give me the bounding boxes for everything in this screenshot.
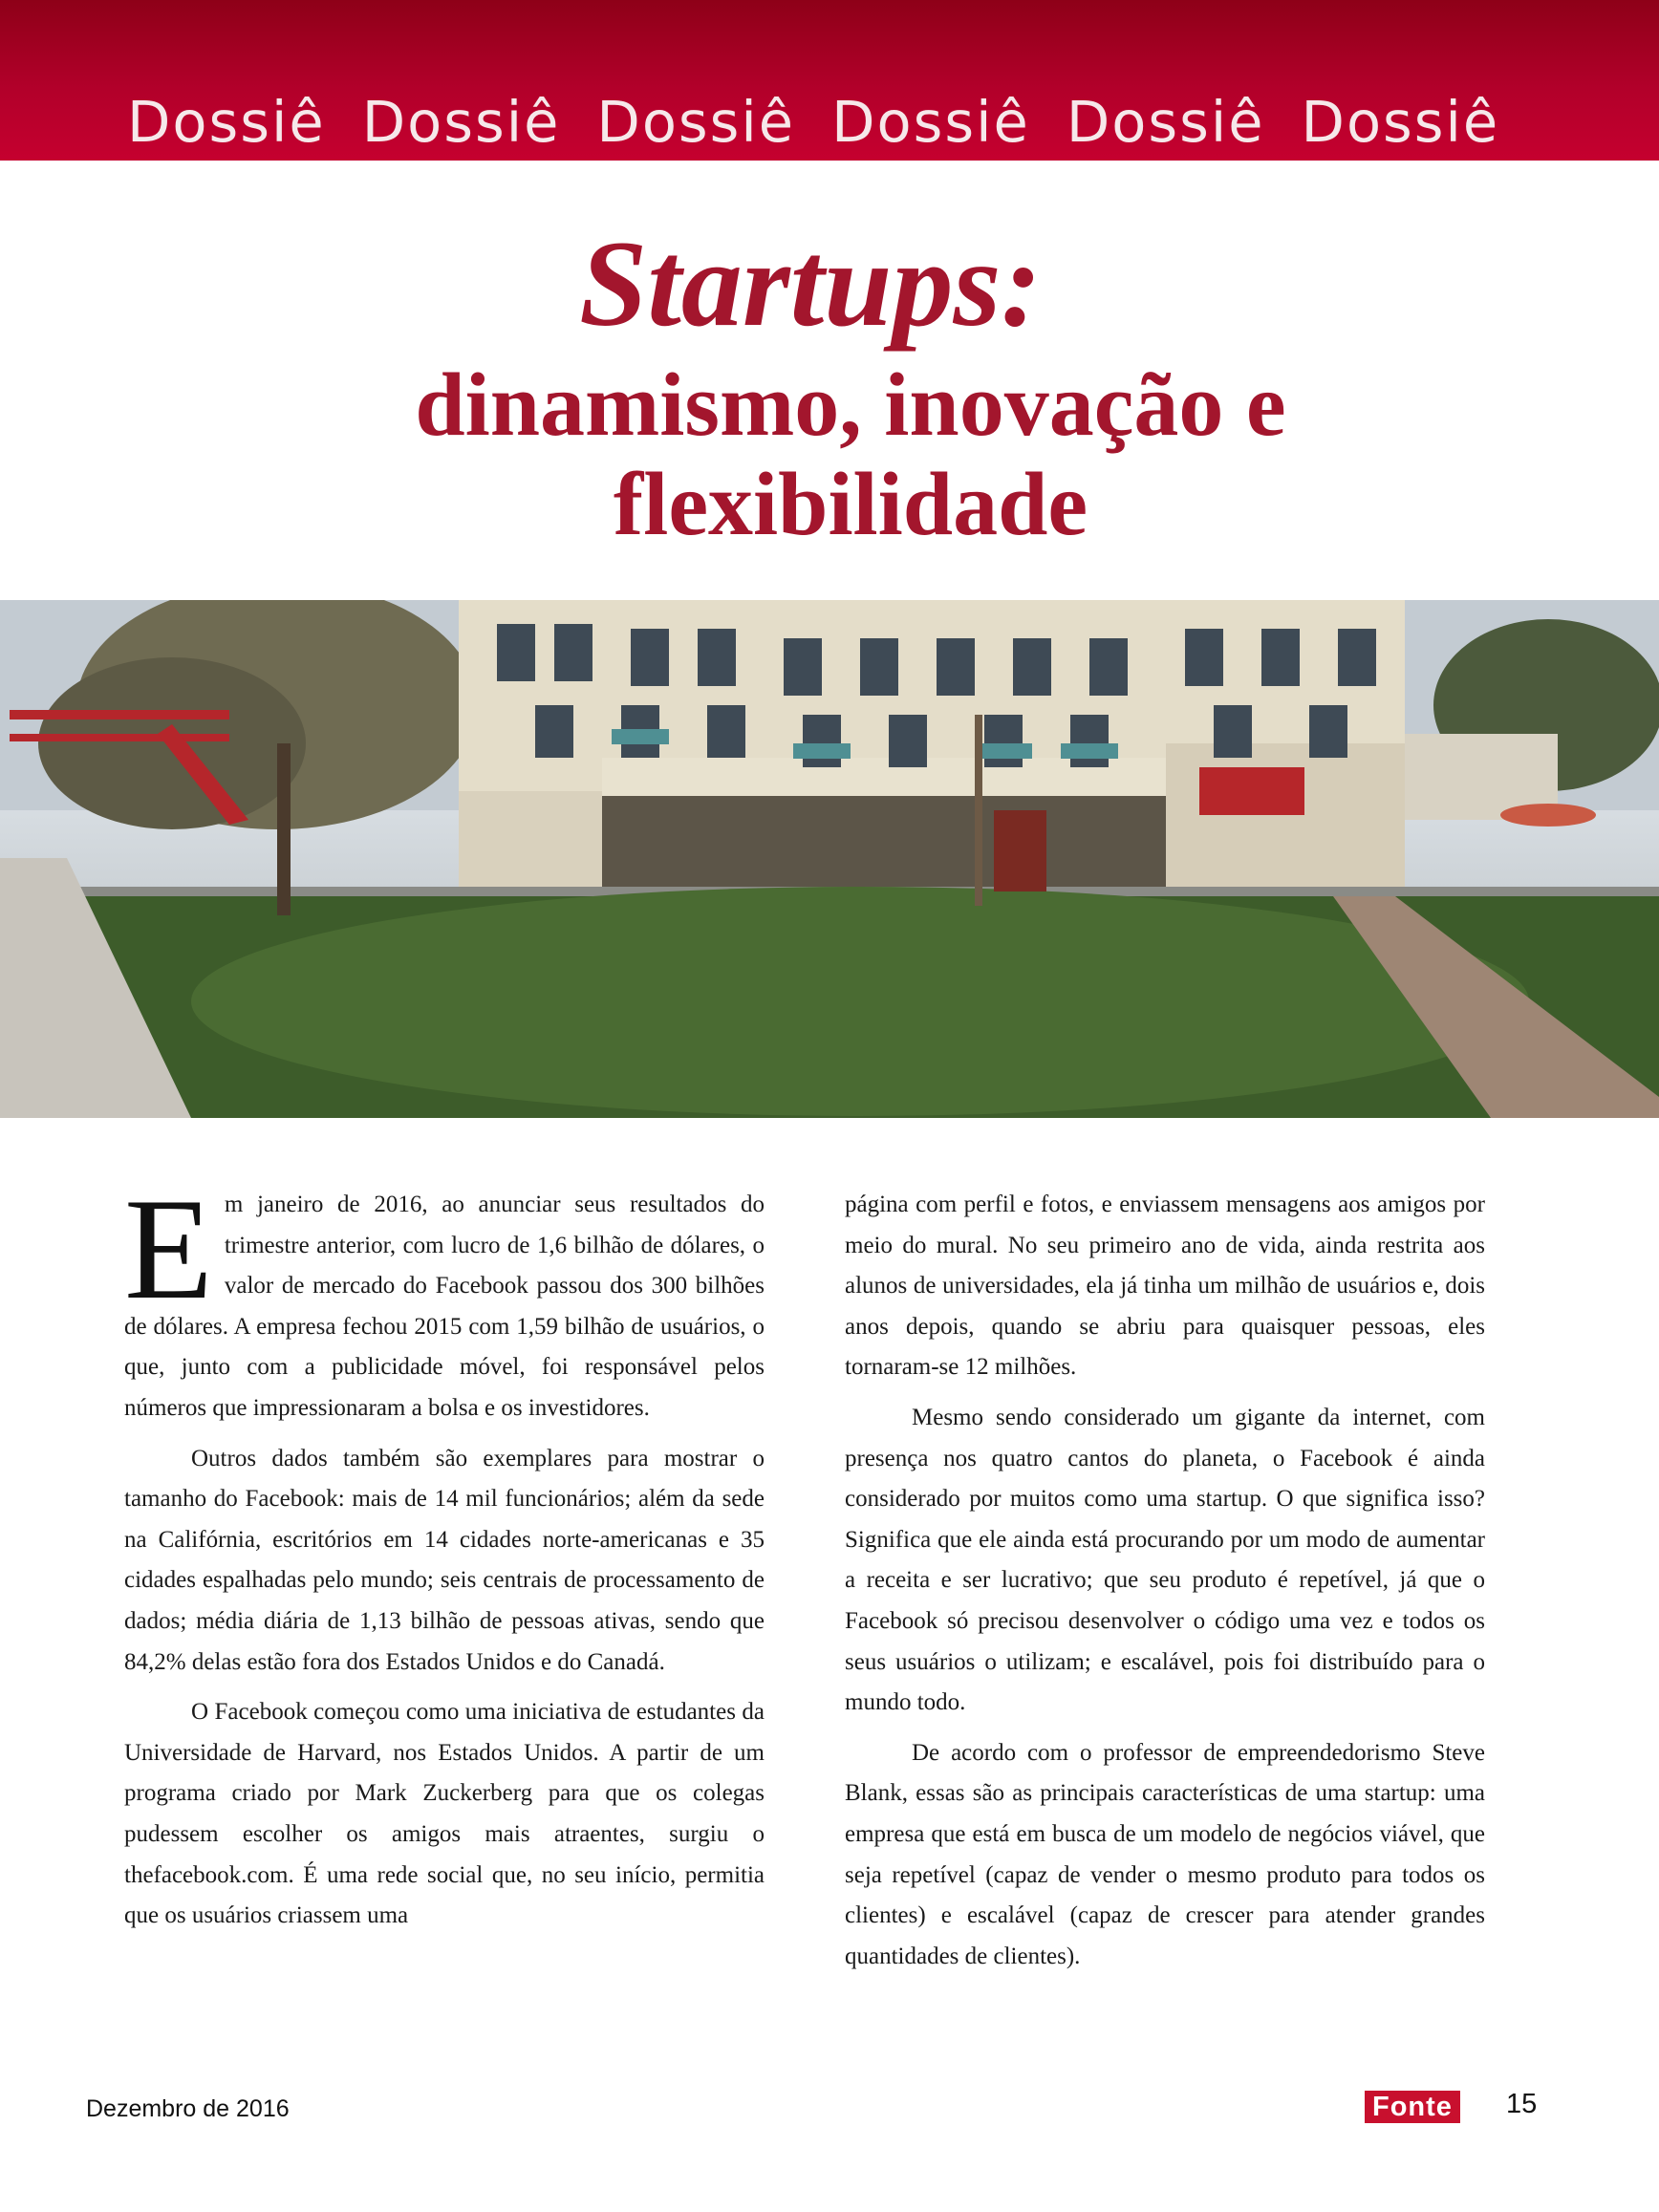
paragraph: Outros dados também são exemplares para mostrar o tamanho do Facebook: mais de 14 mil funcionários; além da sede na Califórnia, escritórios em 14 cidades norte-americanas e 35 cidades espalhadas pelo mundo; seis centrais de processamento de dados; média diária de 1,13 bilhão de pessoas ativas, sendo que 84,2% delas estão fora dos Estados Unidos e do Canadá. (124, 1445, 765, 1675)
article-column-left (124, 1169, 765, 1937)
banner-word: Dossiê (127, 89, 326, 155)
paragraph: página com perfil e fotos, e enviassem mensagens aos amigos por meio do mural. No seu primeiro ano de vida, ainda restrita aos alunos de universidades, ela já tinha um milhão de usuários e, dois anos depois, quando se abriu para quaisquer pessoas, eles tornaram-se 12 milhões. (845, 1192, 1485, 1381)
drop-cap: E (124, 1169, 213, 1329)
paragraph: De acordo com o professor de empreendedorismo Steve Blank, essas são as principais características de uma startup: uma empresa que está em busca de um modelo de negócios viável, que seja repetível (capaz de vender o mesmo produto para todos os clientes) e escalável (capaz de crescer para atender grandes quantidades de clientes). (845, 1739, 1485, 1969)
campus-photo (0, 600, 1659, 1118)
banner-word: Dossiê (596, 89, 796, 155)
article-subtitle: dinamismo, inovação e flexibilidade (415, 355, 1286, 554)
page-number: 15 (1506, 2089, 1538, 2119)
paragraph (124, 1169, 765, 1429)
banner-word: Dossiê (831, 89, 1030, 155)
issue-date: Dezembro de 2016 (86, 2095, 290, 2122)
title-block (0, 212, 1659, 554)
paragraph: O Facebook começou como uma iniciativa de estudantes da Universidade de Harvard, nos Estados Unidos. A partir de um programa criado por Mark Zuckerberg para que os colegas pudessem escolher os amigos mais atraentes, surgiu o thefacebook.com. É uma rede social que, no seu início, permitia que os usuários criassem uma (124, 1699, 765, 1929)
banner-word: Dossiê (1301, 89, 1500, 155)
banner-word: Dossiê (1066, 89, 1265, 155)
banner-words (127, 88, 1499, 157)
magazine-logo: Fonte (1365, 2091, 1460, 2123)
campus-photo-illustration (0, 600, 1659, 1118)
paragraph-text: m janeiro de 2016, ao anunciar seus resultados do trimestre anterior, com lucro de 1,6 bilhão de dólares, o valor de mercado do Facebook passou dos 300 bilhões de dólares. A empresa fechou 2015 com 1,59 bilhão de usuários, o que, junto com a publicidade móvel, foi responsável pelos números que impressionaram a bolsa e os investidores. (124, 1192, 765, 1421)
banner-word: Dossiê (361, 89, 561, 155)
section-banner (0, 0, 1659, 161)
article-title: Startups: (579, 216, 1042, 352)
paragraph: Mesmo sendo considerado um gigante da internet, com presença nos quatro cantos do planeta, o Facebook é ainda considerado por muitos como uma startup. O que significa isso? Significa que ele ainda está procurando por um modo de aumentar a receita e ser lucrativo; que seu produto é repetível, já que o Facebook só precisou desenvolver o código uma vez e todos os seus usuários o utilizam; e escalável, pois foi distribuído para o mundo todo. (845, 1404, 1485, 1716)
article-column-right (845, 1185, 1485, 1977)
